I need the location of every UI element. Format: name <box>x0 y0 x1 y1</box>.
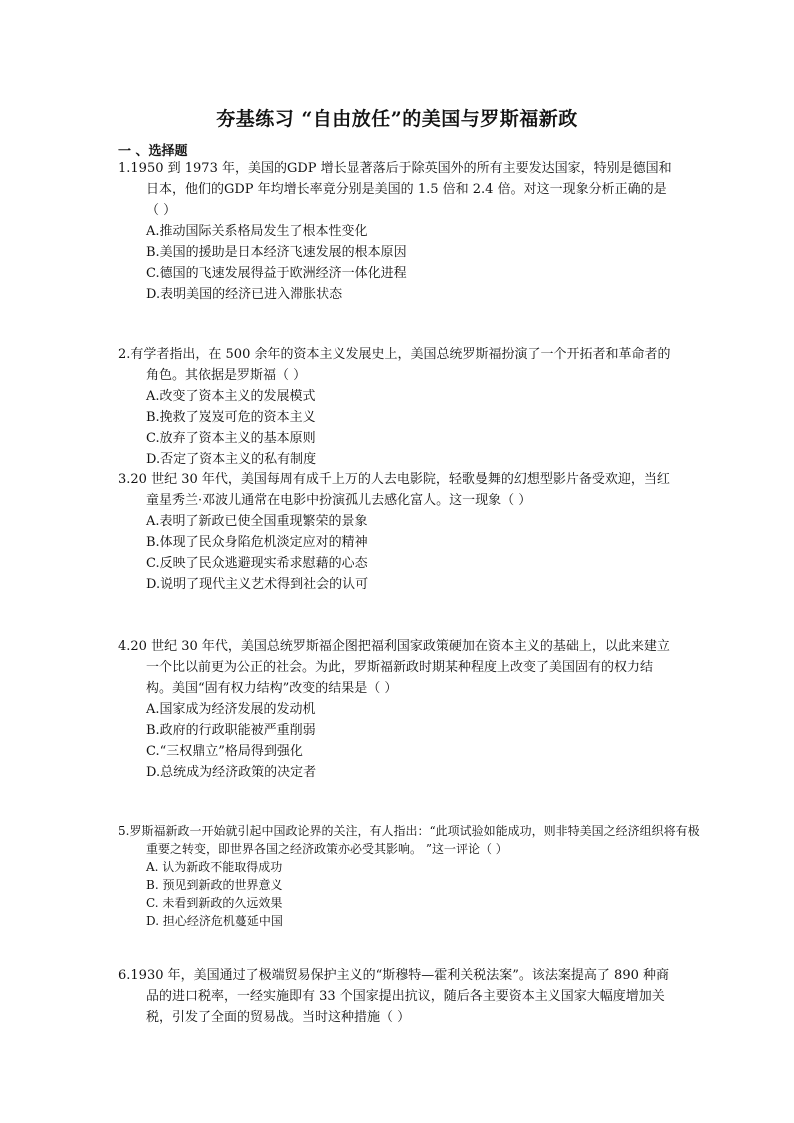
question-1 <box>118 158 678 305</box>
option-c[interactable]: C.德国的飞速发展得益于欧洲经济一体化进程 <box>146 266 407 281</box>
option-d[interactable]: D.说明了现代主义艺术得到社会的认可 <box>146 577 369 592</box>
question-stem: 2.有学者指出，在 500 余年的资本主义发展史上，美国总统罗斯福扮演了一个开拓者和革命者的角色。其依据是罗斯福（ ） <box>118 347 671 383</box>
option-d[interactable]: D.表明美国的经济已进入滞胀状态 <box>146 287 343 302</box>
option-c[interactable]: C.反映了民众逃避现实希求慰藉的心态 <box>146 556 368 571</box>
option-b[interactable]: B.体现了民众身陷危机淡定应对的精神 <box>146 535 368 550</box>
option-d[interactable]: D. 担心经济危机蔓延中国 <box>146 914 283 928</box>
question-5 <box>118 822 708 930</box>
option-c[interactable]: C.“三权鼎立”格局得到强化 <box>146 744 303 759</box>
question-4 <box>118 636 678 783</box>
option-c[interactable]: C. 未看到新政的久远效果 <box>146 896 283 910</box>
page-title: 夯基练习 “自由放任”的美国与罗斯福新政 <box>216 108 578 130</box>
option-a[interactable]: A. 认为新政不能取得成功 <box>146 860 283 874</box>
question-stem: 4.20 世纪 30 年代，美国总统罗斯福企图把福利国家政策硬加在资本主义的基础上，以此来建立一个比以前更为公正的社会。为此，罗斯福新政时期某种程度上改变了美国固有的权力结构。美国“固有权力结构”改变的结果是（ ） <box>118 639 670 696</box>
question-stem: 1.1950 到 1973 年，美国的GDP 增长显著落后于除英国外的所有主要发达国家，特别是德国和日本，他们的GDP 年均增长率竟分别是美国的 1.5 倍和 2.4 倍。对这一现象分析正确的是（ ） <box>118 161 672 218</box>
question-3 <box>118 469 678 595</box>
question-stem: 5.罗斯福新政一开始就引起中国政论界的关注，有人指出：“此项试验如能成功，则非特美国之经济组织将有极重要之转变，即世界各国之经济政策亦必受其影响。 ”这一评论（ ） <box>118 824 700 856</box>
question-stem: 3.20 世纪 30 年代，美国每周有成千上万的人去电影院，轻歌曼舞的幻想型影片备受欢迎，当红童星秀兰·邓波儿通常在电影中扮演孤儿去感化富人。这一现象（ ） <box>118 472 670 508</box>
question-stem: 6.1930 年，美国通过了极端贸易保护主义的“斯穆特—霍利关税法案”。该法案提高了 890 种商品的进口税率，一经实施即有 33 个国家提出抗议，随后各主要资本主义国家大幅度增加关税，引发了全面的贸易战。当时这种措施（ ） <box>118 968 669 1025</box>
section-heading: 一 、选择题 <box>118 144 188 159</box>
question-6 <box>118 965 678 1028</box>
option-d[interactable]: D.总统成为经济政策的决定者 <box>146 765 317 780</box>
question-2 <box>118 344 678 470</box>
option-b[interactable]: B.美国的援助是日本经济飞速发展的根本原因 <box>146 245 407 260</box>
option-a[interactable]: A.国家成为经济发展的发动机 <box>146 702 316 717</box>
option-b[interactable]: B.政府的行政职能被严重削弱 <box>146 723 316 738</box>
option-b[interactable]: B. 预见到新政的世界意义 <box>146 878 283 892</box>
option-a[interactable]: A.改变了资本主义的发展模式 <box>146 389 316 404</box>
option-b[interactable]: B.挽救了岌岌可危的资本主义 <box>146 410 316 425</box>
option-c[interactable]: C.放弃了资本主义的基本原则 <box>146 431 316 446</box>
option-a[interactable]: A.推动国际关系格局发生了根本性变化 <box>146 224 368 239</box>
option-d[interactable]: D.否定了资本主义的私有制度 <box>146 452 317 467</box>
option-a[interactable]: A.表明了新政已使全国重现繁荣的景象 <box>146 514 368 529</box>
